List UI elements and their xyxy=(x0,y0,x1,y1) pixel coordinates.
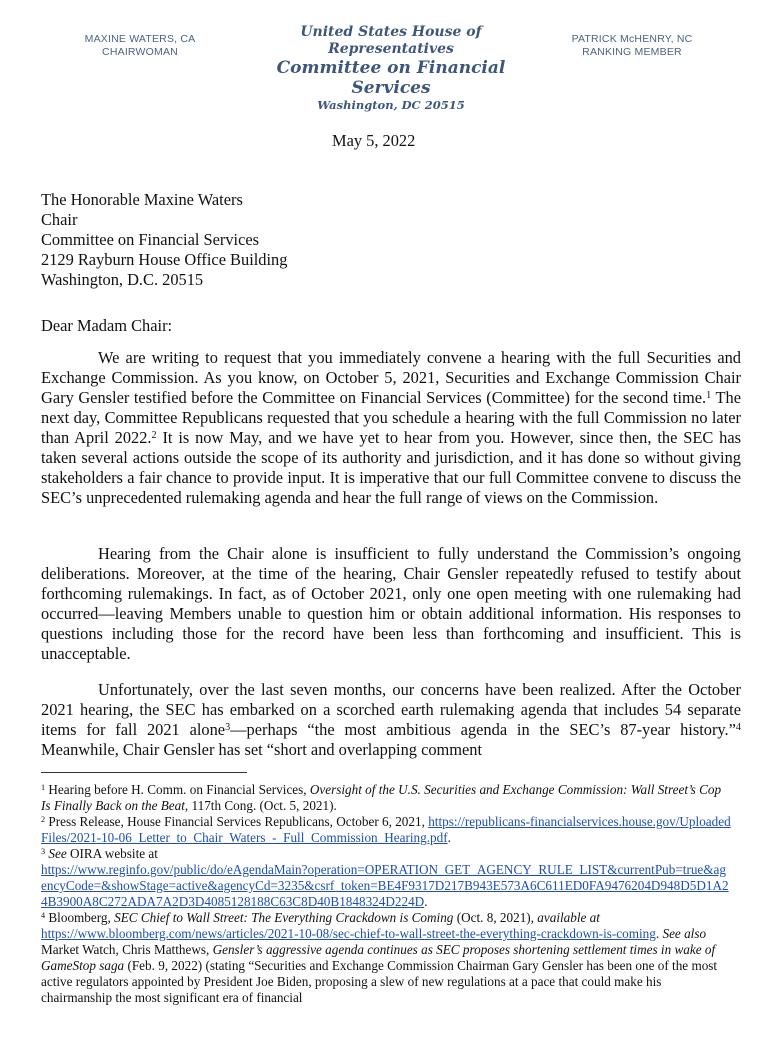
footnote-text: OIRA website at xyxy=(66,846,158,861)
footnote-number: 1 xyxy=(41,782,46,792)
paragraph-2 xyxy=(41,544,741,664)
letterhead-title xyxy=(250,24,532,112)
footnote-text: Bloomberg, xyxy=(45,910,115,925)
paragraph-text: Unfortunately, over the last seven months, our concerns have been realized. After the October 2021 hearing, the SEC has embarked on a scorched earth rulemaking agenda that includes 54 separate items for fall 2021 alone xyxy=(41,680,741,739)
footnote-4 xyxy=(41,910,731,1006)
footnote-signal: See also xyxy=(662,926,707,941)
footnote-ref: 3 xyxy=(225,721,231,733)
footnote-text: . xyxy=(447,830,451,845)
footnote-number: 3 xyxy=(41,846,46,856)
letter-date: May 5, 2022 xyxy=(332,131,416,150)
paragraph-text: We are writing to request that you immediately convene a hearing with the full Securities and Exchange Commission. As you know, on October 5, 2021, Securities and Exchange Commission Chair Gary Gensler testified before the Committee on Financial Services (Committee) for the second time. xyxy=(41,348,741,407)
footnote-3 xyxy=(41,846,731,910)
address-line: Committee on Financial Services xyxy=(41,230,260,249)
paragraph-text: Meanwhile, Chair Gensler has set “short and overlapping comment xyxy=(41,740,483,759)
footnote-text: Press Release, House Financial Services Republicans, October 6, 2021, xyxy=(45,814,429,829)
footnote-ref: 4 xyxy=(735,721,741,733)
footnote-title: Oversight of the U.S. Securities and Exchange Commission: Wall Street’s Cop Is Finally Back on the Beat xyxy=(41,782,722,813)
footnote-text: . xyxy=(424,894,428,909)
footnote-signal: available at xyxy=(537,910,600,925)
paragraph-text: Hearing from the Chair alone is insufficient to fully understand the Commission’s ongoing deliberations. Moreover, at the time of the hearing, Chair Gensler repeatedly refused to testify about forthcoming rulemakings. In fact, as of October 2021, only one open meeting with one rulemaking had occurred—leaving Members unable to question him or obtain additional information. His responses to questions including those for the record have been less than forthcoming and insufficient. This is unacceptable. xyxy=(41,544,741,663)
address-line: Washington, D.C. 20515 xyxy=(41,270,204,289)
footnote-ref: 2 xyxy=(151,429,157,441)
footnote-text: , 117th Cong. (Oct. 5, 2021). xyxy=(184,798,337,813)
salutation: Dear Madam Chair: xyxy=(41,316,173,335)
paragraph-1 xyxy=(41,348,741,508)
chairwoman-name: MAXINE WATERS, CA xyxy=(84,33,196,45)
footnote-text: Market Watch, Chris Matthews, xyxy=(41,942,213,957)
footnote-1 xyxy=(41,782,731,814)
chairwoman-block xyxy=(70,33,210,59)
footnote-link[interactable]: https://www.bloomberg.com/news/articles/2021-10-08/sec-chief-to-wall-street-the-everything-crackdown-is-coming xyxy=(41,926,656,941)
letterhead-committee: Committee on Financial Services xyxy=(276,58,506,98)
footnote-link[interactable]: https://www.reginfo.gov/public/do/eAgendaMain?operation=OPERATION_GET_AGENCY_RULE_LIST&currentPub=true&agencyCode=&showStage=active&agencyCd=3235&csrf_token=BE4F9317D217B943E573A6C611ED0FA9476204D948D5D1A24B3900A8C272ADA7A2D3D4085128188C63C8D40B1848324D224D xyxy=(41,862,729,909)
paragraph-text: It is now May, and we have yet to hear from you. However, since then, the SEC has taken several actions outside the scope of its authority and jurisdiction, and it has done so without giving stakeholders a fair chance to provide input. It is imperative that our full Committee convene to discuss the SEC’s unprecedented rulemaking agenda and hear the full range of views on the Commission. xyxy=(41,428,741,507)
address-line: 2129 Rayburn House Office Building xyxy=(41,250,288,269)
footnote-text: (Oct. 8, 2021), xyxy=(453,910,538,925)
ranking-member-block xyxy=(552,33,712,59)
ranking-member-name: PATRICK McHENRY, NC xyxy=(571,33,693,45)
footnote-text: (Feb. 9, 2022) (stating “Securities and Exchange Commission Chairman Gary Gensler has been one of the most active regulators appointed by President Joe Biden, proposing a slew of new regulations at a pace that could make his chairmanship the most significant era of financial xyxy=(41,958,718,1005)
footnote-title: Gensler’s aggressive agenda continues as SEC proposes shortening settlement times in wake of GameStop saga xyxy=(41,942,716,973)
footnote-number: 2 xyxy=(41,814,46,824)
paragraph-text: —perhaps “the most ambitious agenda in the SEC’s 87-year history.” xyxy=(230,720,736,739)
address-line: The Honorable Maxine Waters xyxy=(41,190,243,209)
footnote-signal: See xyxy=(48,846,67,861)
footnote-link[interactable]: https://republicans-financialservices.house.gov/UploadedFiles/2021-10-06_Letter_to_Chair_Waters_-_Full_Commission_Hearing.pdf xyxy=(41,814,731,845)
ranking-member-title: RANKING MEMBER xyxy=(582,46,682,58)
footnote-ref: 1 xyxy=(706,389,712,401)
recipient-address xyxy=(41,190,287,290)
letterhead-city: Washington, DC 20515 xyxy=(317,98,465,112)
footnote-text: . xyxy=(655,926,663,941)
letterhead-house: United States House of Representatives xyxy=(300,24,482,57)
footnote-divider xyxy=(41,772,247,773)
chairwoman-title: CHAIRWOMAN xyxy=(102,46,178,58)
address-line: Chair xyxy=(41,210,78,229)
footnote-number: 4 xyxy=(41,910,46,920)
footnote-text: Hearing before H. Comm. on Financial Services, xyxy=(45,782,310,797)
paragraph-3 xyxy=(41,680,741,760)
footnote-title: SEC Chief to Wall Street: The Everything Crackdown is Coming xyxy=(114,910,454,925)
paragraph-text: The next day, Committee Republicans requested that you schedule a hearing with the full Commission no later than April 2022. xyxy=(41,388,741,447)
footnote-2 xyxy=(41,814,731,846)
